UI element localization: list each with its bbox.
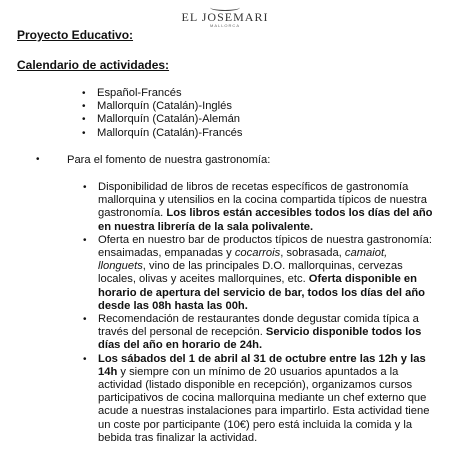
gastronomy-item-text: Los sábados del 1 de abril al 31 de octubre entre las 12h y las 14h (98, 352, 426, 378)
gastronomy-item-text: Oferta en nuestro bar de productos típicos de nuestra gastronomía: ensaimadas, empanadas y (98, 233, 432, 260)
gastronomy-item-text: y siempre con un mínimo de 20 usuarios apuntados a la actividad (listado disponible en recepción), organizamos cursos participativos de cocina mallorquina mediante un chef externo que acude a nuestras instalaciones para impartirlo. Esta actividad tiene un coste por participante (10€) pero está incluida la comida y la bebida tras finalizar la actividad. (98, 365, 430, 444)
language-item: • Mallorquín (Catalán)-Francés (82, 127, 243, 140)
gastronomy-item (83, 313, 433, 353)
gastronomy-item-text: Los libros están accesibles todos los días del año en nuestra librería de la sala polivalente. (98, 207, 433, 233)
bullet-icon: • (36, 154, 40, 165)
gastronomy-item (83, 181, 433, 234)
project-heading: Proyecto Educativo: (17, 28, 134, 42)
gastronomy-item-text: cocarrois (234, 247, 281, 260)
language-list (82, 87, 243, 140)
gastronomy-item-text: Oferta disponible en horario de apertura del servicio de bar, todos los días del año desde las 08h hasta las 00h. (98, 273, 426, 312)
gastronomy-item-text: , sobrasada, (280, 247, 345, 260)
hotel-logo (0, 4, 450, 29)
language-item: • Mallorquín (Catalán)-Inglés (82, 100, 243, 113)
gastronomy-item-text: , vino de las principales D.O. mallorquinas, cervezas locales, olivas y aceites mallorquines, etc. (98, 260, 403, 286)
gastronomy-heading: Para el fomento de nuestra gastronomía: (67, 154, 271, 166)
gastronomy-item-text: Disponibilidad de libros de recetas específicos de gastronomía mallorquina y utensilios en la cocina compartida típicos de nuestra gastronomía. (98, 181, 427, 220)
gastronomy-item-text: Servicio disponible todos los días del año en horario de 24h. (98, 326, 422, 352)
gastronomy-item (83, 353, 433, 445)
gastronomy-item-text: Recomendación de restaurantes donde degustar comida típica a través del personal de recepción. (98, 313, 419, 339)
language-item: • Español-Francés (82, 87, 243, 100)
gastronomy-list (83, 181, 433, 445)
logo-subtitle: MALLORCA (209, 23, 240, 28)
gastronomy-item-text: camaiot, llonguets (98, 247, 388, 273)
language-item: • Mallorquín (Catalán)-Alemán (82, 113, 243, 126)
gastronomy-item (83, 234, 433, 313)
logo-name: EL JOSEMARI (181, 10, 269, 24)
calendar-heading: Calendario de actividades: (17, 58, 170, 72)
